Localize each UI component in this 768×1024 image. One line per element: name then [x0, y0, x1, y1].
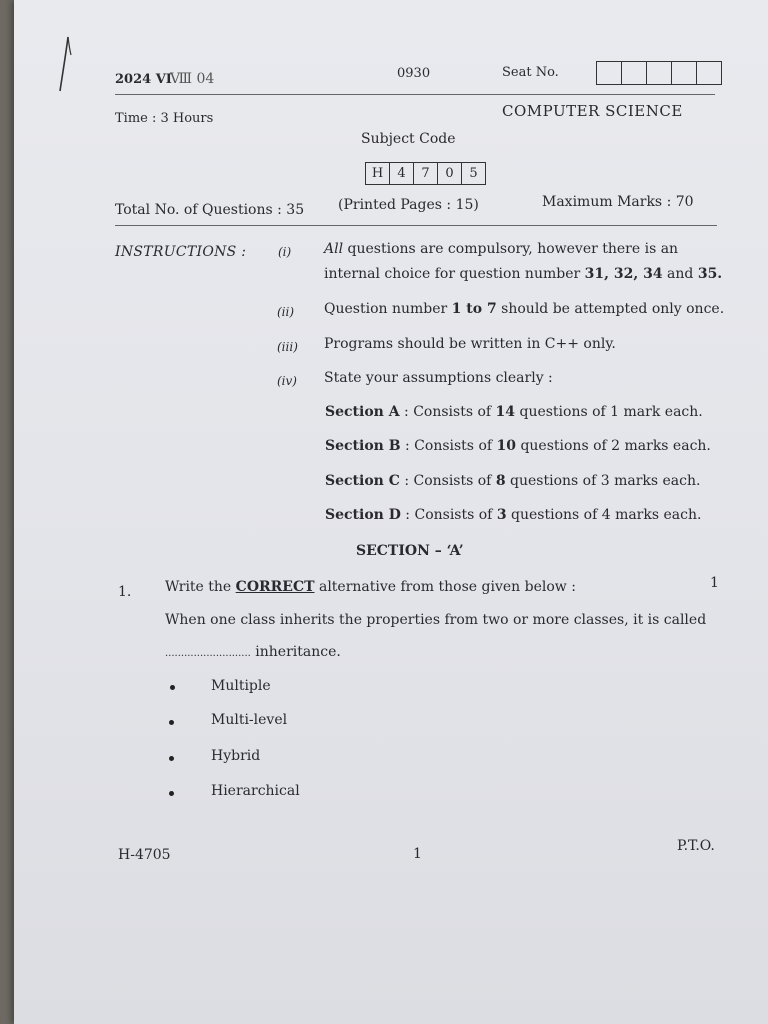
seat-digit-box[interactable]	[672, 62, 697, 84]
question-blank-line: ........................... inheritance.	[165, 644, 341, 660]
instruction-num: (iii)	[277, 340, 298, 354]
seat-digit-box[interactable]	[697, 62, 721, 84]
footer-paper-code: H-4705	[118, 847, 171, 863]
instruction-text: State your assumptions clearly :	[324, 370, 553, 386]
instruction-num: (ii)	[277, 305, 295, 319]
option-bullet-icon	[170, 685, 175, 690]
seat-digit-box[interactable]	[647, 62, 672, 84]
subject-code-char: 0	[438, 163, 462, 184]
seat-digit-box[interactable]	[622, 62, 647, 84]
question-number: 1.	[118, 584, 132, 600]
option-bullet-icon	[169, 791, 174, 796]
instructions-title: INSTRUCTIONS :	[115, 244, 247, 260]
exam-paper	[14, 0, 768, 1024]
subject-code-char: 5	[469, 166, 478, 181]
section-c-info: Section C : Consists of 8 questions of 3 marks each.	[325, 473, 701, 489]
option-bullet-icon	[169, 720, 174, 725]
instructions-divider	[115, 225, 717, 226]
pen-mark-icon	[54, 35, 76, 95]
printed-pages: (Printed Pages : 15)	[338, 197, 479, 213]
maximum-marks: Maximum Marks : 70	[542, 194, 694, 210]
subject-code-char: 4	[390, 163, 414, 184]
question-prompt: Write the CORRECT alternative from those given below :	[165, 579, 576, 595]
subject-code-label: Subject Code	[361, 131, 456, 147]
subject-code-boxes	[365, 162, 486, 185]
instruction-num: (iv)	[277, 374, 297, 388]
exam-time: Time : 3 Hours	[115, 111, 214, 126]
handwritten-note: Ⅷ 04	[170, 71, 215, 87]
section-heading: SECTION – ‘A’	[356, 543, 464, 559]
instruction-text: Programs should be written in C++ only.	[324, 336, 616, 352]
pto-label: P.T.O.	[677, 838, 715, 854]
subject-code-char: 7	[414, 163, 438, 184]
section-a-info: Section A : Consists of 14 questions of 1 mark each.	[325, 404, 703, 420]
question-text: When one class inherits the properties from two or more classes, it is called	[165, 612, 707, 628]
subject-title: COMPUTER SCIENCE	[502, 102, 683, 120]
instruction-text: Question number 1 to 7 should be attempted only once.	[324, 301, 725, 317]
subject-code-char: H	[366, 163, 390, 184]
instruction-text-continued: internal choice for question number 31, 32, 34 and 35.	[324, 266, 723, 282]
option-item[interactable]: Hybrid	[211, 748, 261, 764]
option-bullet-icon	[169, 756, 174, 761]
page-number: 1	[413, 846, 422, 862]
instruction-text: All questions are compulsory, however there is an	[324, 241, 679, 257]
exam-year-code: 2024 VI	[115, 72, 172, 87]
option-item[interactable]: Multiple	[211, 678, 271, 694]
option-item[interactable]: Multi-level	[211, 712, 288, 728]
paper-code: 0930	[397, 66, 431, 81]
seat-digit-box[interactable]	[597, 62, 622, 84]
seat-number-boxes[interactable]	[596, 61, 722, 85]
seat-number-label: Seat No.	[502, 65, 559, 80]
option-item[interactable]: Hierarchical	[211, 783, 300, 799]
total-questions: Total No. of Questions : 35	[115, 202, 305, 218]
section-d-info: Section D : Consists of 3 questions of 4 marks each.	[325, 507, 702, 523]
question-marks: 1	[710, 575, 719, 591]
section-b-info: Section B : Consists of 10 questions of 2 marks each.	[325, 438, 711, 454]
header-divider	[115, 94, 715, 95]
instruction-num: (i)	[278, 245, 292, 259]
